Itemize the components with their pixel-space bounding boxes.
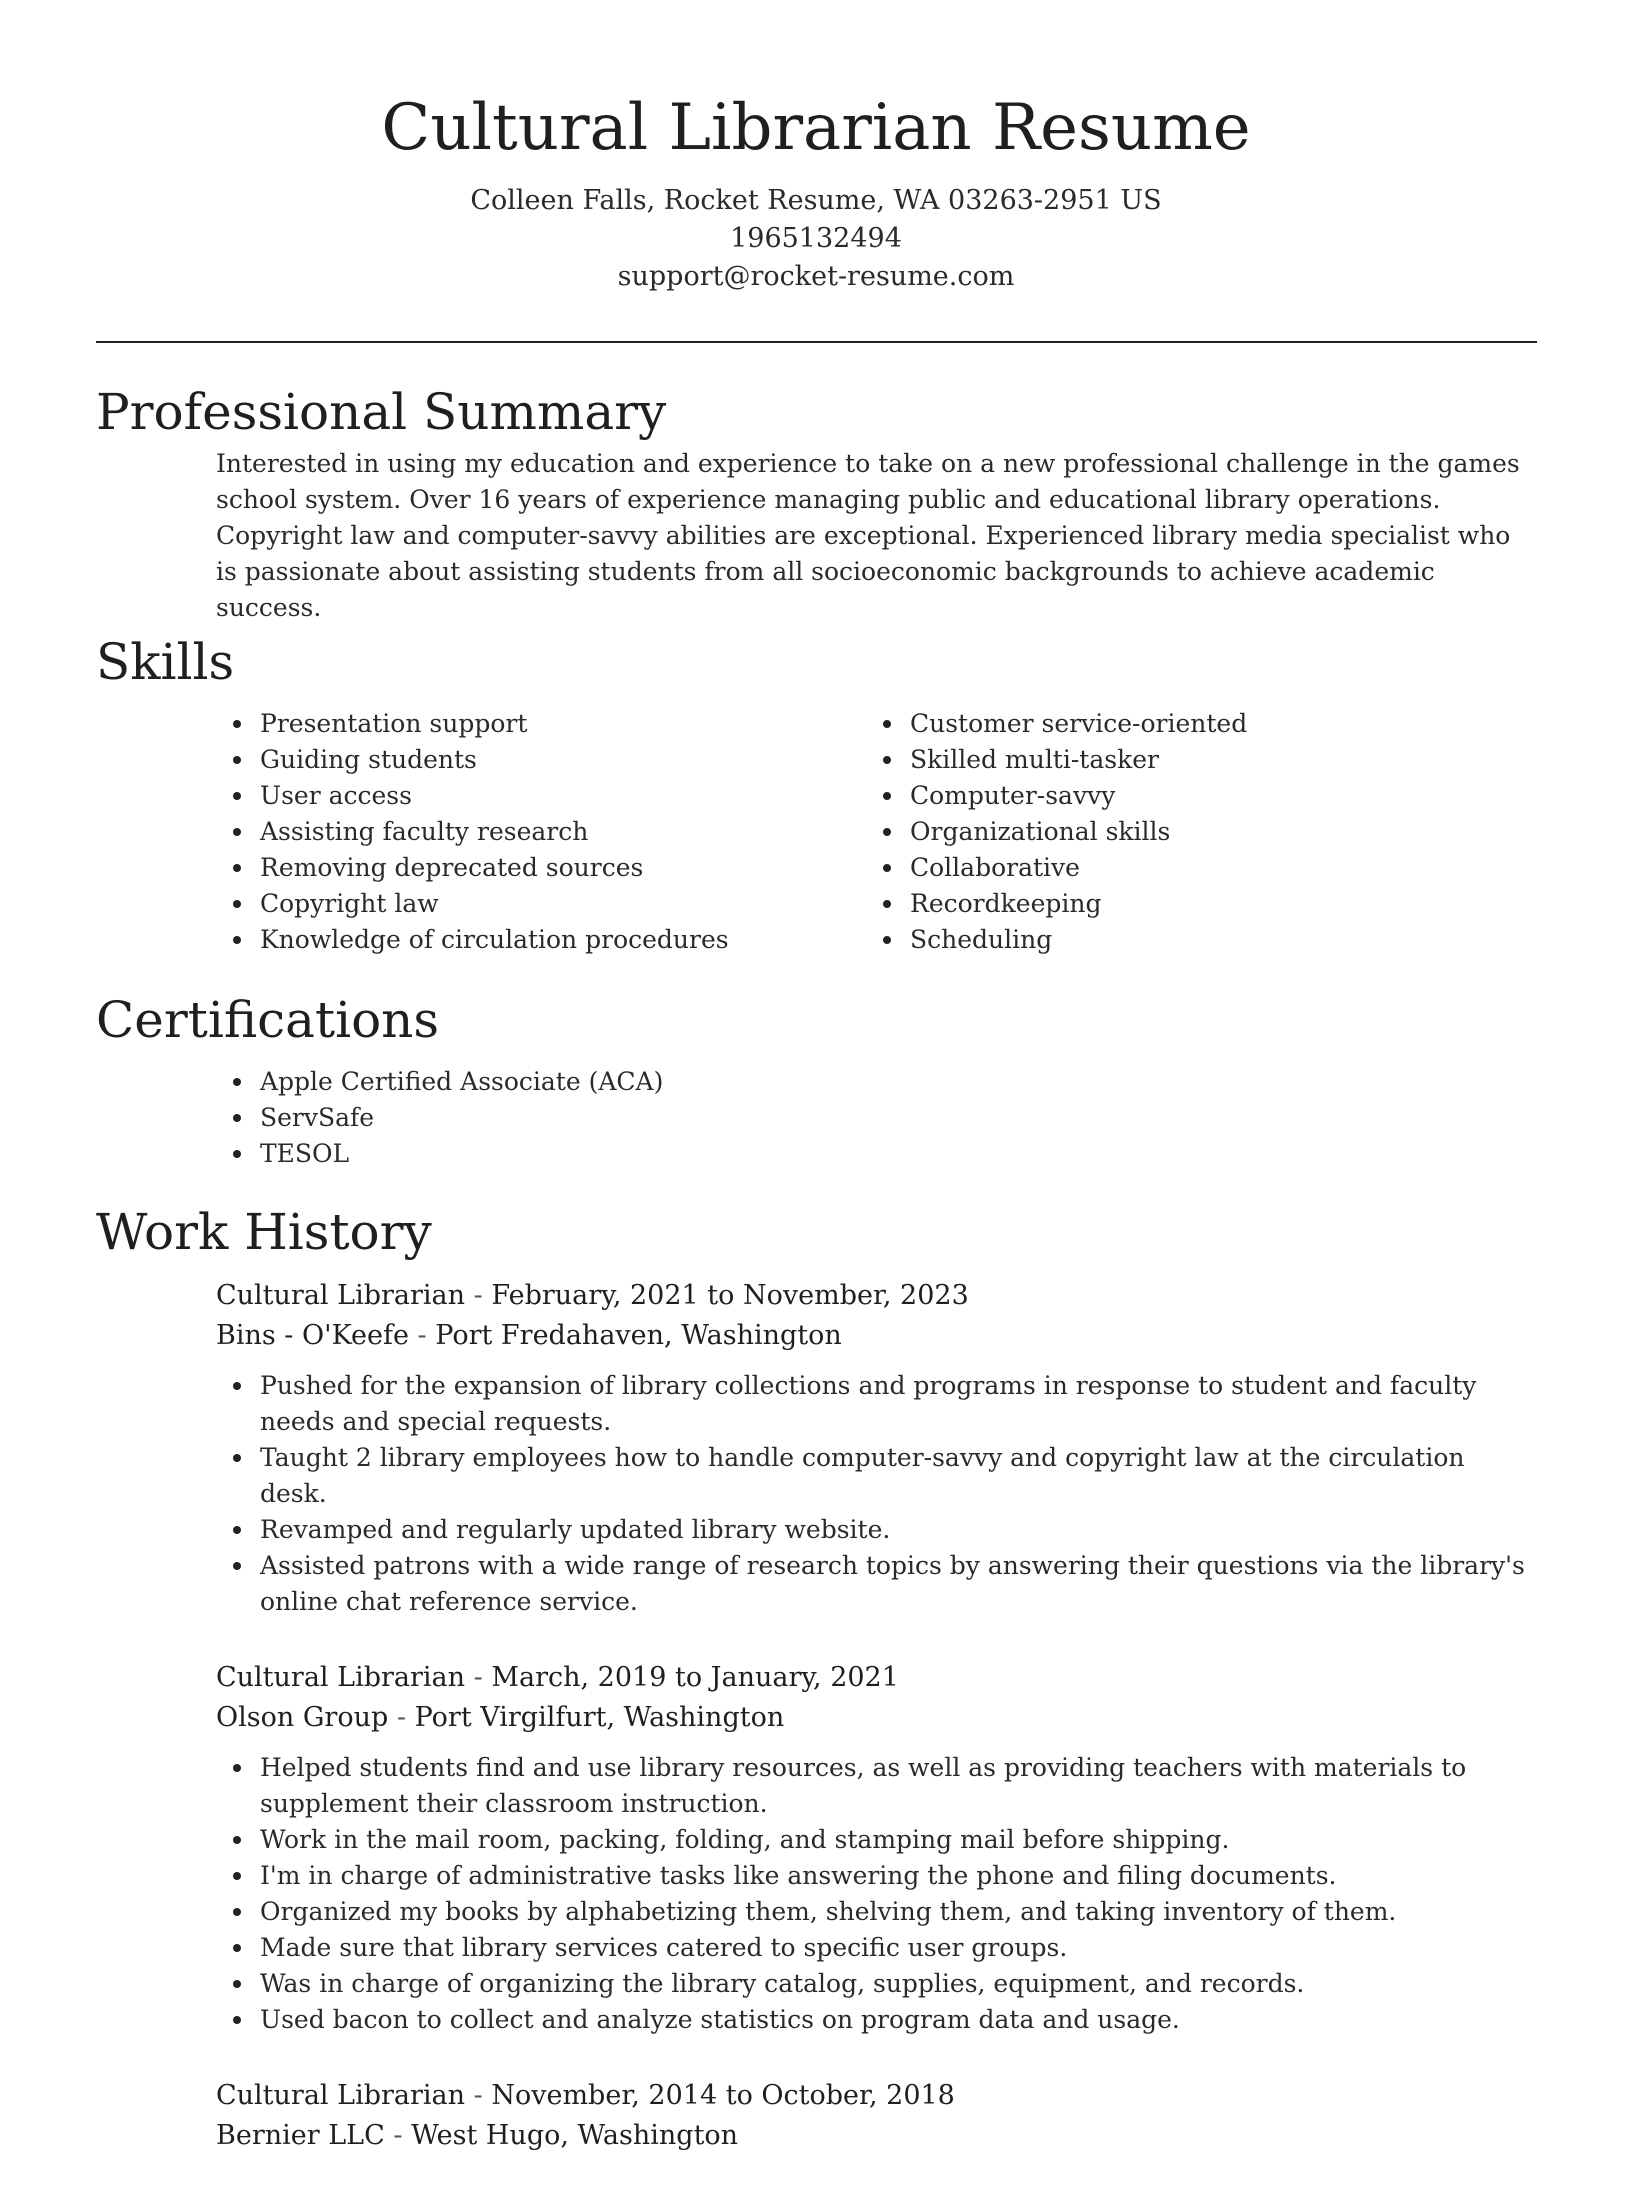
job-duty-item: Helped students find and use library resources, as well as providing teachers with materials to supplement their classroom instruction. [216, 1750, 1537, 1822]
work-history-section [96, 1202, 1537, 2194]
job-duty-item: Assisted patrons with a wide range of research topics by answering their questions via the library's online chat reference service. [216, 1548, 1537, 1620]
skill-item: Knowledge of circulation procedures [216, 922, 866, 958]
job-title-line [216, 1658, 1537, 1698]
job-location: Port Fredahaven, Washington [435, 1320, 842, 1351]
job-duty-item: Was in charge of organizing the library catalog, supplies, equipment, and records. [216, 1966, 1537, 2002]
jobs-container [216, 1276, 1537, 2156]
job-title-line [216, 1276, 1537, 1316]
job-company-line [216, 1316, 1537, 1356]
job-duty-item: Organized my books by alphabetizing them, shelving them, and taking inventory of them. [216, 1894, 1537, 1930]
skill-item: Computer-savvy [866, 778, 1516, 814]
skill-item: Scheduling [866, 922, 1516, 958]
job-company: Olson Group [216, 1702, 389, 1733]
job-separator: - [473, 2080, 483, 2111]
job-duties-list [216, 1750, 1537, 2038]
job-separator: - [393, 2120, 403, 2151]
job-duty-item: Made sure that library services catered to specific user groups. [216, 1930, 1537, 1966]
contact-email: support@rocket-resume.com [617, 261, 1015, 292]
skills-columns [216, 706, 1537, 958]
job-company-line [216, 1698, 1537, 1738]
contact-block [0, 182, 1632, 296]
resume-header [0, 88, 1632, 296]
job-location: West Hugo, Washington [411, 2120, 739, 2151]
resume-title: Cultural Librarian Resume [381, 91, 1251, 165]
skill-item: Presentation support [216, 706, 866, 742]
work-history-heading: Work History [96, 1203, 432, 1261]
contact-phone: 1965132494 [730, 223, 902, 254]
job-separator: - [473, 1662, 483, 1693]
summary-text: Interested in using my education and experience to take on a new professional challenge in the games school system. Over 16 years of experience managing public and educational library operations. Copyright law and computer-savvy abilities are exceptional. Experienced library media specialist who is passionate about assisting students from all socioeconomic backgrounds to achieve academic success. [216, 449, 1520, 622]
job-duty-item: Work in the mail room, packing, folding, and stamping mail before shipping. [216, 1822, 1537, 1858]
job-separator: - [417, 1320, 427, 1351]
skills-list-left [216, 706, 866, 958]
job-dates: March, 2019 to January, 2021 [491, 1662, 899, 1693]
summary-section [96, 382, 1537, 626]
job-title: Cultural Librarian [216, 1280, 466, 1311]
job-company: Bernier LLC [216, 2120, 385, 2151]
certification-item: ServSafe [216, 1100, 1537, 1136]
skill-item: Guiding students [216, 742, 866, 778]
skill-item: Customer service-oriented [866, 706, 1516, 742]
job-title: Cultural Librarian [216, 1662, 466, 1693]
job-dates: November, 2014 to October, 2018 [491, 2080, 955, 2111]
job-title-line [216, 2076, 1537, 2116]
certifications-list [216, 1064, 1537, 1172]
job-duty-item: Pushed for the expansion of library collections and programs in response to student and faculty needs and special requests. [216, 1368, 1537, 1440]
skill-item: Removing deprecated sources [216, 850, 866, 886]
job-location: Port Virgilfurt, Washington [414, 1702, 785, 1733]
skills-section [96, 632, 1537, 958]
job-separator: - [473, 1280, 483, 1311]
header-divider [96, 341, 1537, 343]
job-duties-list [216, 1368, 1537, 1620]
job-duty-item: Taught 2 library employees how to handle computer-savvy and copyright law at the circulation desk. [216, 1440, 1537, 1512]
skills-heading: Skills [96, 633, 235, 691]
skill-item: Assisting faculty research [216, 814, 866, 850]
skill-item: Recordkeeping [866, 886, 1516, 922]
job-entry [216, 2076, 1537, 2156]
contact-address: Colleen Falls, Rocket Resume, WA 03263-2951 US [470, 185, 1162, 216]
job-duty-item: Revamped and regularly updated library website. [216, 1512, 1537, 1548]
certifications-heading: Certifications [96, 991, 440, 1049]
skill-item: User access [216, 778, 866, 814]
certifications-section [96, 990, 1537, 1172]
skill-item: Collaborative [866, 850, 1516, 886]
job-dates: February, 2021 to November, 2023 [491, 1280, 969, 1311]
skill-item: Skilled multi-tasker [866, 742, 1516, 778]
job-title: Cultural Librarian [216, 2080, 466, 2111]
job-separator: - [396, 1702, 406, 1733]
skill-item: Copyright law [216, 886, 866, 922]
summary-heading: Professional Summary [96, 383, 667, 441]
job-duty-item: Used bacon to collect and analyze statistics on program data and usage. [216, 2002, 1537, 2038]
job-duty-item: I'm in charge of administrative tasks like answering the phone and filing documents. [216, 1858, 1537, 1894]
job-entry [216, 1276, 1537, 1620]
skills-list-right [866, 706, 1516, 958]
job-entry [216, 1658, 1537, 2038]
skill-item: Organizational skills [866, 814, 1516, 850]
certification-item: TESOL [216, 1136, 1537, 1172]
certification-item: Apple Certified Associate (ACA) [216, 1064, 1537, 1100]
job-company: Bins - O'Keefe [216, 1320, 409, 1351]
job-company-line [216, 2116, 1537, 2156]
